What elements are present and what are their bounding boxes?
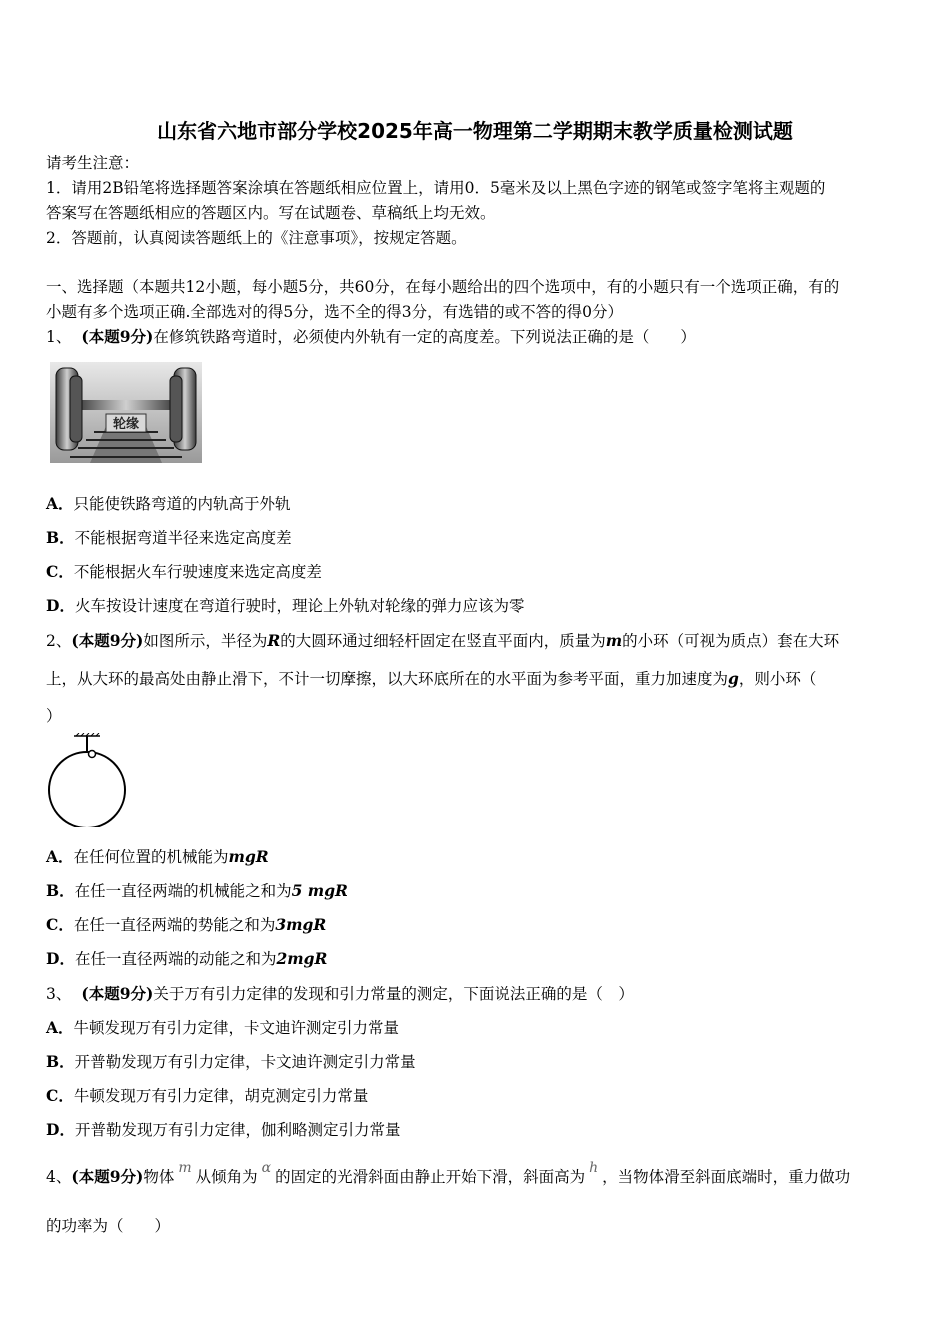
question-2-stem-end: ） (46, 707, 62, 725)
question-3-option-b: B．开普勒发现万有引力定律，卡文迪许测定引力常量 (46, 1052, 416, 1071)
question-1-stem (46, 327, 696, 347)
question-3-option-d: D．开普勒发现万有引力定律，伽利略测定引力常量 (46, 1120, 401, 1139)
question-1-option-b: B．不能根据弯道半径来选定高度差 (46, 528, 292, 547)
section-heading: 一、选择题（本题共12小题，每小题5分，共60分，在每小题给出的四个选项中，有的小题只有一个选项正确，有的 (46, 278, 840, 296)
question-2-option-c: C．在任一直径两端的势能之和为3mgR (46, 915, 327, 934)
question-2-option-b: B．在任一直径两端的机械能之和为5 mgR (46, 881, 348, 900)
question-2-stem: 2、(本题9分)如图所示，半径为R的大圆环通过细轻杆固定在竖直平面内，质量为m的小环（可视为质点）套在大环 (46, 631, 840, 650)
page-title: 山东省六地市部分学校2025年高一物理第二学期期末教学质量检测试题 (157, 119, 793, 143)
question-1-option-a: A．只能使铁路弯道的内轨高于外轨 (46, 494, 291, 513)
question-3-stem: 3、 (本题9分)关于万有引力定律的发现和引力常量的测定，下面说法正确的是（ ） (46, 984, 634, 1003)
notice-item-2: 2．答题前，认真阅读答题纸上的《注意事项》，按规定答题。 (46, 229, 467, 247)
ring-figure (44, 733, 130, 827)
question-3-option-c: C．牛顿发现万有引力定律，胡克测定引力常量 (46, 1086, 369, 1105)
wheel-flange-figure (50, 362, 202, 463)
question-4-stem-cont: 的功率为（ ） (46, 1217, 171, 1235)
question-score: (本题9分) (81, 327, 154, 346)
question-4-stem: 4、(本题9分)物体 m 从倾角为 α 的固定的光滑斜面由静止开始下滑，斜面高为 h ，当物体滑至斜面底端时，重力做功 (46, 1160, 851, 1186)
notice-item-1: 1．请用2B铅笔将选择题答案涂填在答题纸相应位置上，请用0．5毫米及以上黑色字迹的钢笔或签字笔将主观题的 (46, 179, 826, 197)
question-2-option-d: D．在任一直径两端的动能之和为2mgR (46, 949, 328, 968)
question-number: 1、 (46, 328, 72, 346)
question-1-option-c: C．不能根据火车行驶速度来选定高度差 (46, 562, 322, 581)
question-text: 在修筑铁路弯道时，必须使内外轨有一定的高度差。下列说法正确的是（ ） (153, 328, 696, 346)
section-heading-cont: 小题有多个选项正确.全部选对的得5分，选不全的得3分，有选错的或不答的得0分） (46, 303, 624, 321)
question-2-stem-cont: 上，从大环的最高处由静止滑下，不计一切摩擦，以大环底所在的水平面为参考平面，重力加速度为g，则小环（ (46, 669, 817, 688)
notice-heading: 请考生注意： (46, 154, 140, 172)
notice-item-1-cont: 答案写在答题纸相应的答题区内。写在试题卷、草稿纸上均无效。 (46, 204, 496, 222)
question-2-option-a: A．在任何位置的机械能为mgR (46, 847, 269, 866)
question-1-option-d: D．火车按设计速度在弯道行驶时，理论上外轨对轮缘的弹力应该为零 (46, 596, 525, 615)
question-3-option-a: A．牛顿发现万有引力定律，卡文迪许测定引力常量 (46, 1018, 400, 1037)
flange-label: 轮缘 (112, 417, 140, 432)
